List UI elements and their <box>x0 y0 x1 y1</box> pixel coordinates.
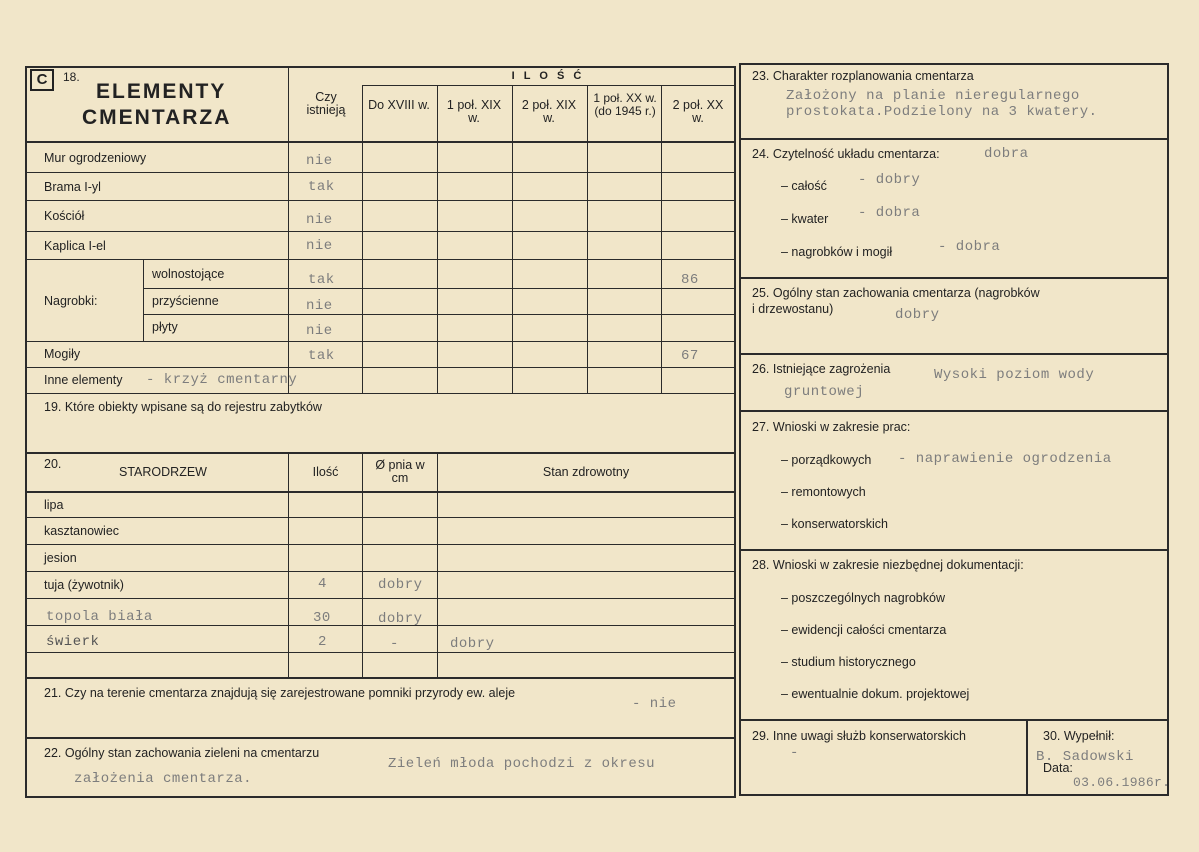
row-label-mogily: Mogiły <box>44 347 81 361</box>
inne-elementy-value: - krzyż cmentarny <box>146 372 298 388</box>
period-header-4: 1 poł. XX w. (do 1945 r.) <box>593 91 657 118</box>
inne-elementy-label: Inne elementy <box>44 373 123 387</box>
exists-brama: tak <box>308 179 335 195</box>
row-label-kosciol: Kościół <box>44 209 85 223</box>
qty-mogily: 67 <box>681 348 699 364</box>
section-29-label: 29. Inne uwagi służb konserwatorskich <box>752 729 967 743</box>
exists-przyscienne: nie <box>306 298 333 314</box>
qty-tuja: 4 <box>318 576 327 592</box>
row-label-plyty: płyty <box>152 320 178 334</box>
tree-kasztanowiec: kasztanowiec <box>44 524 120 538</box>
section-27-label: 27. Wnioski w zakresie prac: <box>752 420 911 434</box>
column-diameter-header: Ø pnia w cm <box>375 458 425 485</box>
section-18-title-line2: CMENTARZA <box>82 106 232 129</box>
exists-plyty: nie <box>306 323 333 339</box>
column-health-header: Stan zdrowotny <box>542 465 630 479</box>
qty-wolnostojace: 86 <box>681 272 699 288</box>
section-24-item-1-label: – całość <box>781 179 827 193</box>
section-23-value-2: prostokata.Podzielony na 3 kwatery. <box>786 104 1098 120</box>
section-24-item-1-value: - dobry <box>858 172 921 188</box>
section-18-number: 18. <box>63 70 80 84</box>
row-label-mur: Mur ogrodzeniowy <box>44 151 147 165</box>
starodrzew-header: STARODRZEW <box>119 465 207 479</box>
qty-topola: 30 <box>313 610 331 626</box>
section-24-item-2-label: – kwater <box>781 212 829 226</box>
section-30-label: 30. Wypełnił: <box>1043 729 1115 743</box>
exists-kaplica: nie <box>306 238 333 254</box>
section-25-label-1: 25. Ogólny stan zachowania cmentarza (nagrobków <box>752 286 1040 300</box>
row-label-kaplica: Kaplica I-el <box>44 239 106 253</box>
tree-lipa: lipa <box>44 498 64 512</box>
health-swierk: dobry <box>450 636 495 652</box>
section-25-value: dobry <box>895 307 940 323</box>
section-26-value-2: gruntowej <box>784 384 865 400</box>
section-28-item-4: – ewentualnie dokum. projektowej <box>781 687 970 701</box>
date-value: 03.06.1986r. <box>1073 775 1171 790</box>
section-24-item-3-value: - dobra <box>938 239 1001 255</box>
qty-swierk: 2 <box>318 634 327 650</box>
period-header-1: Do XVIII w. <box>368 98 430 112</box>
section-27-item-3-label: – konserwatorskich <box>781 517 888 531</box>
exists-wolnostojace: tak <box>308 272 335 288</box>
column-qty-header: Ilość <box>312 465 339 479</box>
section-22-value-1: Zieleń młoda pochodzi z okresu <box>388 756 656 772</box>
tree-jesion: jesion <box>44 551 77 565</box>
section-21-label: 21. Czy na terenie cmentarza znajdują się zarejestrowane pomniki przyrody ew. aleje <box>44 686 516 700</box>
section-27-item-2-label: – remontowych <box>781 485 866 499</box>
section-28-label: 28. Wnioski w zakresie niezbędnej dokumentacji: <box>752 558 1024 572</box>
section-29-value: - <box>790 745 799 761</box>
section-22-label: 22. Ogólny stan zachowania zieleni na cmentarzu <box>44 746 320 760</box>
period-header-5: 2 poł. XX w. <box>672 98 724 125</box>
period-header-2: 1 poł. XIX w. <box>446 98 502 125</box>
tree-swierk: świerk <box>46 634 100 650</box>
ilosc-header: I L O Ś Ć <box>511 70 585 82</box>
section-26-label: 26. Istniejące zagrożenia <box>752 362 891 376</box>
row-label-brama: Brama I-yl <box>44 180 101 194</box>
section-24-value: dobra <box>984 146 1029 162</box>
section-28-item-3: – studium historycznego <box>781 655 916 669</box>
section-21-value: - nie <box>632 696 677 712</box>
period-header-3: 2 poł. XIX w. <box>521 98 577 125</box>
section-24-item-2-value: - dobra <box>858 205 921 221</box>
section-18-title-line1: ELEMENTY <box>96 80 227 103</box>
exists-mogily: tak <box>308 348 335 364</box>
section-28-item-2: – ewidencji całości cmentarza <box>781 623 947 637</box>
section-letter-box: C <box>30 69 54 91</box>
section-23-value-1: Założony na planie nieregularnego <box>786 88 1080 104</box>
nagrobki-label: Nagrobki: <box>44 294 98 308</box>
section-27-item-1-label: – porządkowych <box>781 453 872 467</box>
date-label: Data: <box>1043 761 1073 775</box>
section-24-item-3-label: – nagrobków i mogił <box>781 245 893 259</box>
row-label-przyscienne: przyścienne <box>152 294 219 308</box>
section-24-label: 24. Czytelność układu cmentarza: <box>752 147 940 161</box>
section-19-label: 19. Które obiekty wpisane są do rejestru zabytków <box>44 400 322 414</box>
section-27-item-1-value: - naprawienie ogrodzenia <box>898 451 1112 467</box>
diam-swierk: - <box>390 636 399 652</box>
section-28-item-1: – poszczególnych nagrobków <box>781 591 945 605</box>
section-25-label-2: i drzewostanu) <box>752 302 834 316</box>
section-26-value-1: Wysoki poziom wody <box>934 367 1095 383</box>
exists-kosciol: nie <box>306 212 333 228</box>
section-20-number: 20. <box>44 457 62 471</box>
section-22-value-2: założenia cmentarza. <box>74 771 253 787</box>
filled-by-name: B. Sadowski <box>1036 749 1134 765</box>
row-label-wolnostojace: wolnostojące <box>152 267 225 281</box>
tree-tuja: tuja (żywotnik) <box>44 578 124 592</box>
diam-tuja: dobry <box>378 577 423 593</box>
tree-topola: topola biała <box>46 609 153 625</box>
diam-topola: dobry <box>378 611 423 627</box>
column-exists-header: Czy istnieją <box>306 90 346 117</box>
section-23-label: 23. Charakter rozplanowania cmentarza <box>752 69 974 83</box>
exists-mur: nie <box>306 153 333 169</box>
